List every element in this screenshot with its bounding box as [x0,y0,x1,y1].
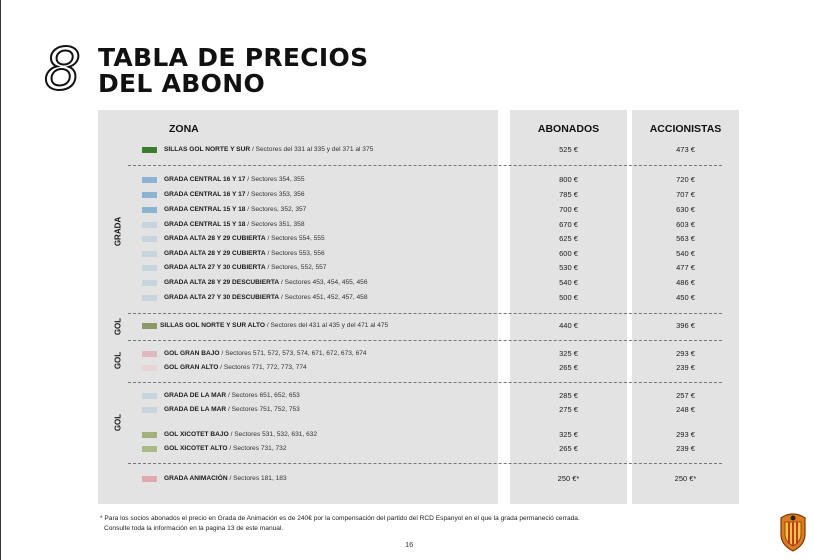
price-abonados: 800 € [559,175,578,184]
price-accionistas: 477 € [676,263,695,272]
zone-sectors: / Sectores del 431 al 435 y del 471 al 475 [265,322,389,329]
zone-color-swatch [142,476,157,482]
zone-name [164,145,373,155]
club-crest-icon [776,512,810,552]
zone-name [164,220,304,230]
price-abonados: 265 € [559,444,578,453]
zone-sectors: / Sectores 651, 652, 653 [226,392,300,399]
zone-name [164,234,325,244]
price-accionistas: 239 € [676,444,695,453]
zone-name [164,474,287,484]
zone-name [164,249,325,259]
price-abonados: 700 € [559,205,578,214]
price-abonados: 325 € [559,349,578,358]
zone-sectors: / Sectores 351, 358 [245,221,305,228]
price-abonados: 530 € [559,263,578,272]
section-number: 8 [44,35,81,103]
zona-panel [98,110,498,504]
price-accionistas: 563 € [676,234,695,243]
zone-title: GRADA CENTRAL 15 Y 18 [164,206,246,213]
zone-title: SILLAS GOL NORTE Y SUR [164,146,251,153]
zone-color-swatch [142,192,157,198]
zone-name [164,190,304,200]
separator [128,313,722,314]
separator [128,382,722,383]
header-zona: ZONA [169,123,199,135]
zone-name [164,293,368,303]
price-abonados: 285 € [559,391,578,400]
zone-sectors: / Sectores del 331 al 335 y del 371 al 375 [250,146,374,153]
zone-sectors: / Sectores 181, 183 [227,475,287,482]
group-label-gol: GOL [113,413,123,432]
price-abonados: 275 € [559,405,578,414]
price-accionistas: 239 € [676,363,695,372]
price-accionistas: 630 € [676,205,695,214]
zone-title: GRADA ALTA 27 Y 30 DESCUBIERTA [164,294,280,301]
zone-title: GRADA DE LA MAR [164,392,227,399]
group-label-grada: GRADA [113,216,123,247]
price-accionistas: 293 € [676,430,695,439]
price-abonados: 670 € [559,220,578,229]
group-label-gol: GOL [113,351,123,370]
zone-name [164,444,287,454]
zone-title: GRADA CENTRAL 16 Y 17 [164,191,246,198]
price-abonados: 600 € [559,249,578,258]
header-accionistas: ACCIONISTAS [649,123,722,135]
price-accionistas: 293 € [676,349,695,358]
header-abonados: ABONADOS [537,123,600,135]
zone-name [164,391,300,401]
zone-color-swatch [142,265,157,271]
zone-title: GOL XICOTET BAJO [164,431,229,438]
zone-color-swatch [142,280,157,286]
zone-name [164,349,367,359]
zone-name [160,321,388,331]
page-number: 16 [405,540,414,549]
zone-name [164,175,304,185]
zone-title: GOL GRAN ALTO [164,364,219,371]
zone-sectors: / Sectores 751, 752, 753 [226,406,300,413]
zone-sectors: / Sectores 731, 732 [227,445,287,452]
separator [128,463,722,464]
zone-title: GRADA ALTA 28 Y 29 DESCUBIERTA [164,279,280,286]
zone-color-swatch [142,295,157,301]
separator [128,340,722,341]
group-label-gol: GOL [113,317,123,336]
price-accionistas: 450 € [676,293,695,302]
page-edge-line [0,0,1,560]
price-accionistas: 250 €* [674,474,697,483]
footnote-line-1: * Para los socios abonados el precio en Grada de Animación es de 240€ por la compensación del partido del RCD Espanyol en el que la grada permaneció cerrada. [100,515,580,522]
zone-title: GRADA DE LA MAR [164,406,227,413]
price-accionistas: 248 € [676,405,695,414]
zone-title: GRADA ANIMACIÓN [164,475,228,482]
zone-sectors: / Sectores 571, 572, 573, 574, 671, 672, 673, 674 [219,350,367,357]
zone-sectors: / Sectores 531, 532, 631, 632 [228,431,318,438]
price-accionistas: 473 € [676,145,695,154]
price-abonados: 325 € [559,430,578,439]
zone-color-swatch [142,407,157,413]
zone-title: SILLAS GOL NORTE Y SUR ALTO [160,322,266,329]
zone-sectors: / Sectores 553, 556 [265,250,325,257]
price-accionistas: 720 € [676,175,695,184]
zone-sectors: / Sectores 354, 355 [245,176,305,183]
price-abonados: 500 € [559,293,578,302]
footnote-line-2: Consulte toda la información en la pagina 13 de este manual. [104,524,284,532]
price-accionistas: 540 € [676,249,695,258]
zone-color-swatch [142,147,157,153]
price-abonados: 785 € [559,190,578,199]
price-accionistas: 603 € [676,220,695,229]
zone-name [164,263,326,273]
price-accionistas: 486 € [676,278,695,287]
price-abonados: 440 € [559,321,578,330]
title-line-2: DEL ABONO [98,69,265,98]
zone-color-swatch [142,432,157,438]
title-line-1: TABLA DE PRECIOS [98,43,369,72]
zone-sectors: / Sectores 771, 772, 773, 774 [218,364,307,371]
price-abonados: 525 € [559,145,578,154]
separator [128,165,722,166]
price-abonados: 265 € [559,363,578,372]
zone-title: GRADA ALTA 27 Y 30 CUBIERTA [164,264,266,271]
zone-name [164,430,317,440]
price-abonados: 625 € [559,234,578,243]
price-accionistas: 396 € [676,321,695,330]
price-abonados: 250 €* [557,474,580,483]
footnote [100,514,580,533]
zone-title: GRADA CENTRAL 15 Y 18 [164,221,246,228]
zone-color-swatch [142,323,157,329]
price-abonados: 540 € [559,278,578,287]
zone-name [164,363,307,373]
zone-color-swatch [142,446,157,452]
zone-color-swatch [142,177,157,183]
zone-sectors: / Sectores 453, 454, 455, 456 [279,279,368,286]
zone-sectors: / Sectores 353, 356 [245,191,305,198]
zone-sectors: / Sectores, 352, 357 [245,206,307,213]
zone-color-swatch [142,207,157,213]
zone-title: GRADA CENTRAL 16 Y 17 [164,176,246,183]
zone-color-swatch [142,236,157,242]
zone-color-swatch [142,393,157,399]
price-accionistas: 257 € [676,391,695,400]
zone-title: GRADA ALTA 28 Y 29 CUBIERTA [164,250,266,257]
zone-color-swatch [142,351,157,357]
zone-name [164,405,300,415]
zone-name [164,205,306,215]
zone-name [164,278,368,288]
zone-sectors: / Sectores 554, 555 [265,235,325,242]
zone-color-swatch [142,222,157,228]
zone-title: GOL XICOTET ALTO [164,445,228,452]
zone-title: GRADA ALTA 28 Y 29 CUBIERTA [164,235,266,242]
zone-color-swatch [142,251,157,257]
zone-color-swatch [142,365,157,371]
zone-sectors: / Sectores, 552, 557 [265,264,327,271]
price-accionistas: 707 € [676,190,695,199]
page-title [98,45,368,97]
zone-title: GOL GRAN BAJO [164,350,220,357]
zone-sectors: / Sectores 451, 452, 457, 458 [279,294,368,301]
